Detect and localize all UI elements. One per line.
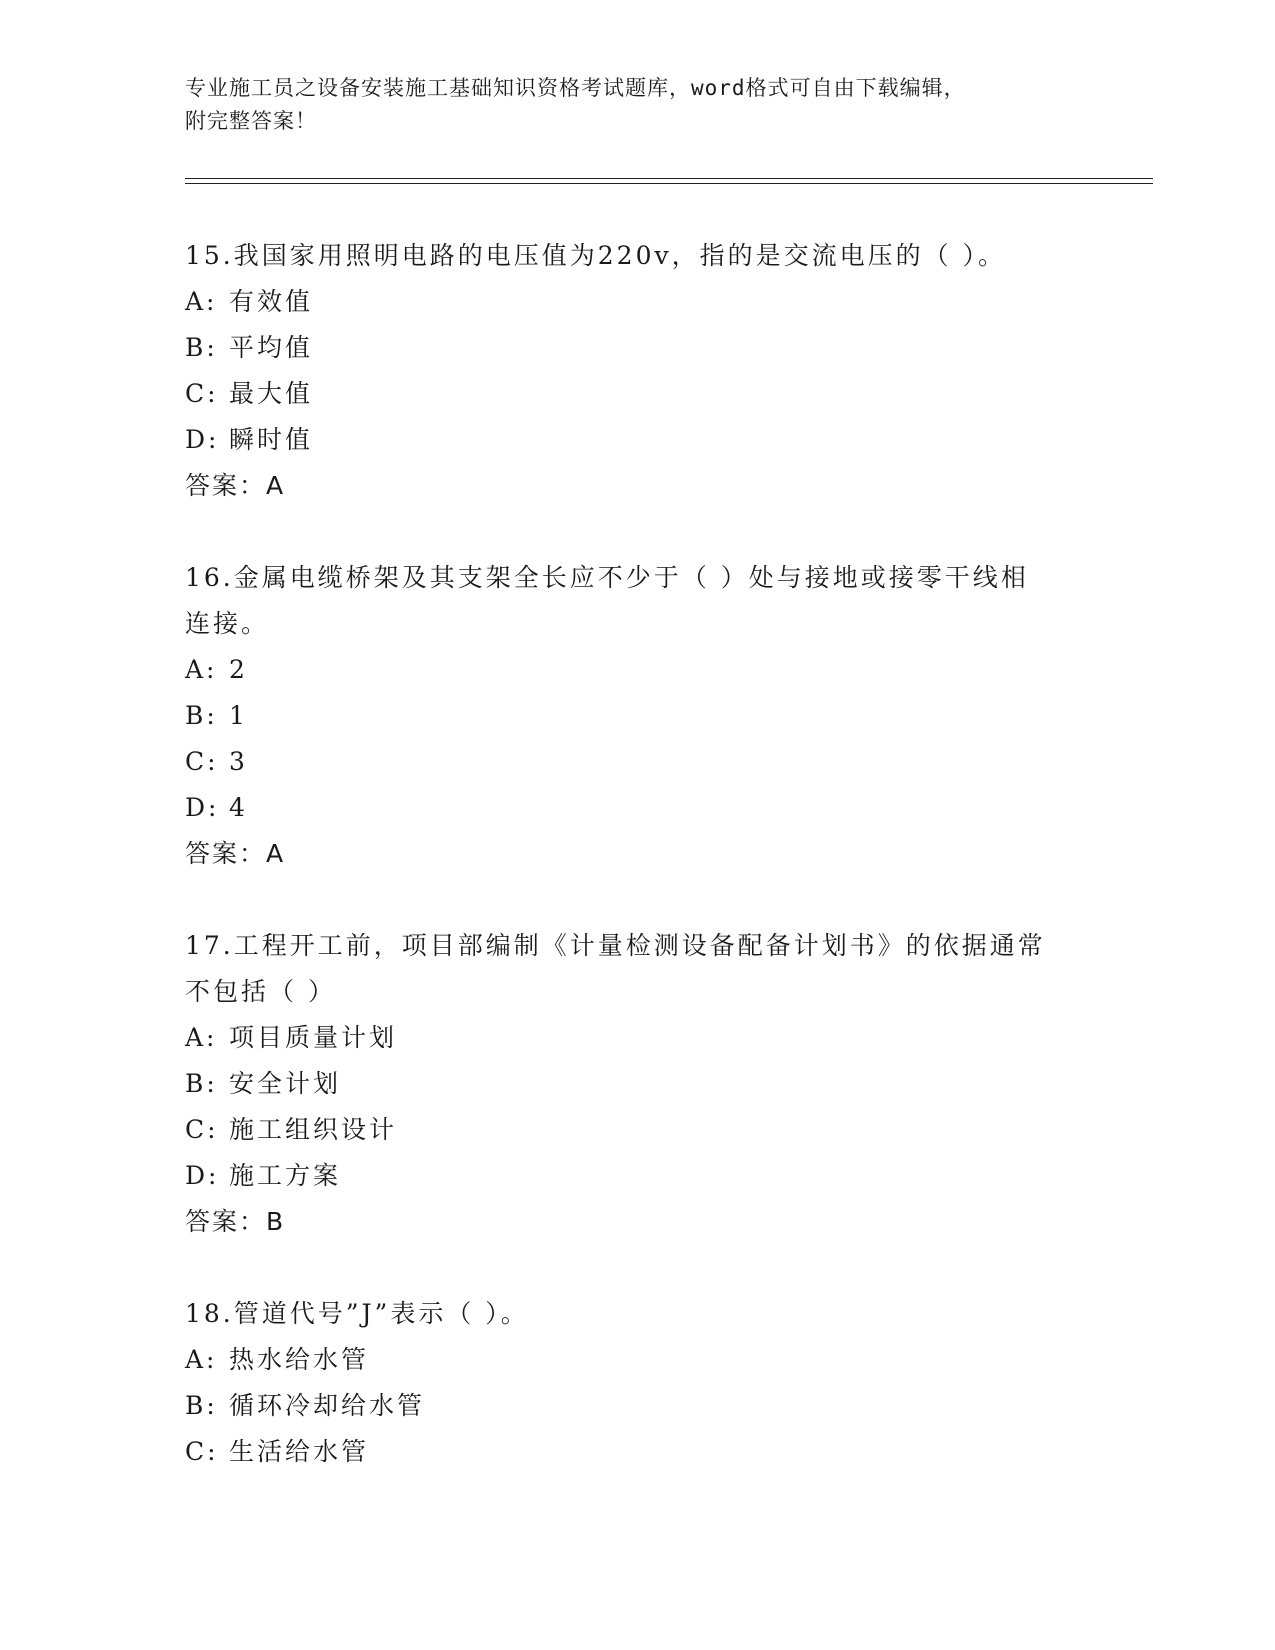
option-a xyxy=(185,279,1085,325)
question-stem: 16.金属电缆桥架及其支架全长应不少于（ ）处与接地或接零干线相 xyxy=(185,563,1029,592)
option-key: C: xyxy=(185,1437,219,1466)
answer: 答案：A xyxy=(185,839,286,868)
question-stem: 18.管道代号”J”表示（ ）。 xyxy=(185,1299,529,1328)
header-line-2: 附完整答案！ xyxy=(185,109,317,133)
option-text: 循环冷却给水管 xyxy=(229,1391,426,1420)
option-key: D: xyxy=(185,425,220,454)
option-text: 瞬时值 xyxy=(229,425,314,454)
option-key: B: xyxy=(185,1069,218,1098)
question-17 xyxy=(185,923,1085,1245)
header-divider-top xyxy=(185,178,1153,179)
header-line-1: 专业施工员之设备安装施工基础知识资格考试题库，word格式可自由下载编辑， xyxy=(185,76,966,100)
option-text: 有效值 xyxy=(229,287,314,316)
option-d xyxy=(185,785,1085,831)
option-b xyxy=(185,693,1085,739)
answer: 答案：B xyxy=(185,1207,286,1236)
question-stem: 17.工程开工前，项目部编制《计量检测设备配备计划书》的依据通常 xyxy=(185,931,1046,960)
question-stem-continued: 不包括（ ） xyxy=(185,977,336,1006)
option-key: D: xyxy=(185,793,220,822)
option-c xyxy=(185,371,1085,417)
option-text: 1 xyxy=(229,701,248,730)
question-16 xyxy=(185,555,1085,877)
option-text: 施工方案 xyxy=(229,1161,342,1190)
option-d xyxy=(185,417,1085,463)
option-text: 项目质量计划 xyxy=(229,1023,398,1052)
option-text: 3 xyxy=(229,747,248,776)
option-a xyxy=(185,1337,1085,1383)
option-a xyxy=(185,647,1085,693)
option-key: C: xyxy=(185,379,219,408)
option-text: 平均值 xyxy=(229,333,314,362)
option-key: B: xyxy=(185,1391,218,1420)
option-b xyxy=(185,1383,1085,1429)
option-key: A: xyxy=(185,287,218,316)
option-text: 2 xyxy=(229,655,248,684)
option-text: 施工组织设计 xyxy=(229,1115,398,1144)
option-text: 4 xyxy=(229,793,248,822)
option-key: A: xyxy=(185,1345,218,1374)
option-c xyxy=(185,1107,1085,1153)
option-key: B: xyxy=(185,701,218,730)
option-key: C: xyxy=(185,747,219,776)
option-text: 最大值 xyxy=(229,379,314,408)
answer: 答案：A xyxy=(185,471,286,500)
option-a xyxy=(185,1015,1085,1061)
question-15 xyxy=(185,233,1085,509)
document-header xyxy=(185,72,1065,138)
option-text: 生活给水管 xyxy=(229,1437,370,1466)
question-stem-continued: 连接。 xyxy=(185,609,270,638)
question-18 xyxy=(185,1291,1085,1475)
option-key: D: xyxy=(185,1161,220,1190)
option-b xyxy=(185,1061,1085,1107)
header-divider-bottom xyxy=(185,183,1153,184)
option-key: A: xyxy=(185,655,218,684)
option-key: B: xyxy=(185,333,218,362)
option-b xyxy=(185,325,1085,371)
option-c xyxy=(185,1429,1085,1475)
option-c xyxy=(185,739,1085,785)
option-text: 热水给水管 xyxy=(229,1345,370,1374)
option-key: C: xyxy=(185,1115,219,1144)
option-key: A: xyxy=(185,1023,218,1052)
question-list xyxy=(185,233,1085,1521)
option-text: 安全计划 xyxy=(229,1069,342,1098)
option-d xyxy=(185,1153,1085,1199)
question-stem: 15.我国家用照明电路的电压值为220v，指的是交流电压的（ ）。 xyxy=(185,241,1007,270)
